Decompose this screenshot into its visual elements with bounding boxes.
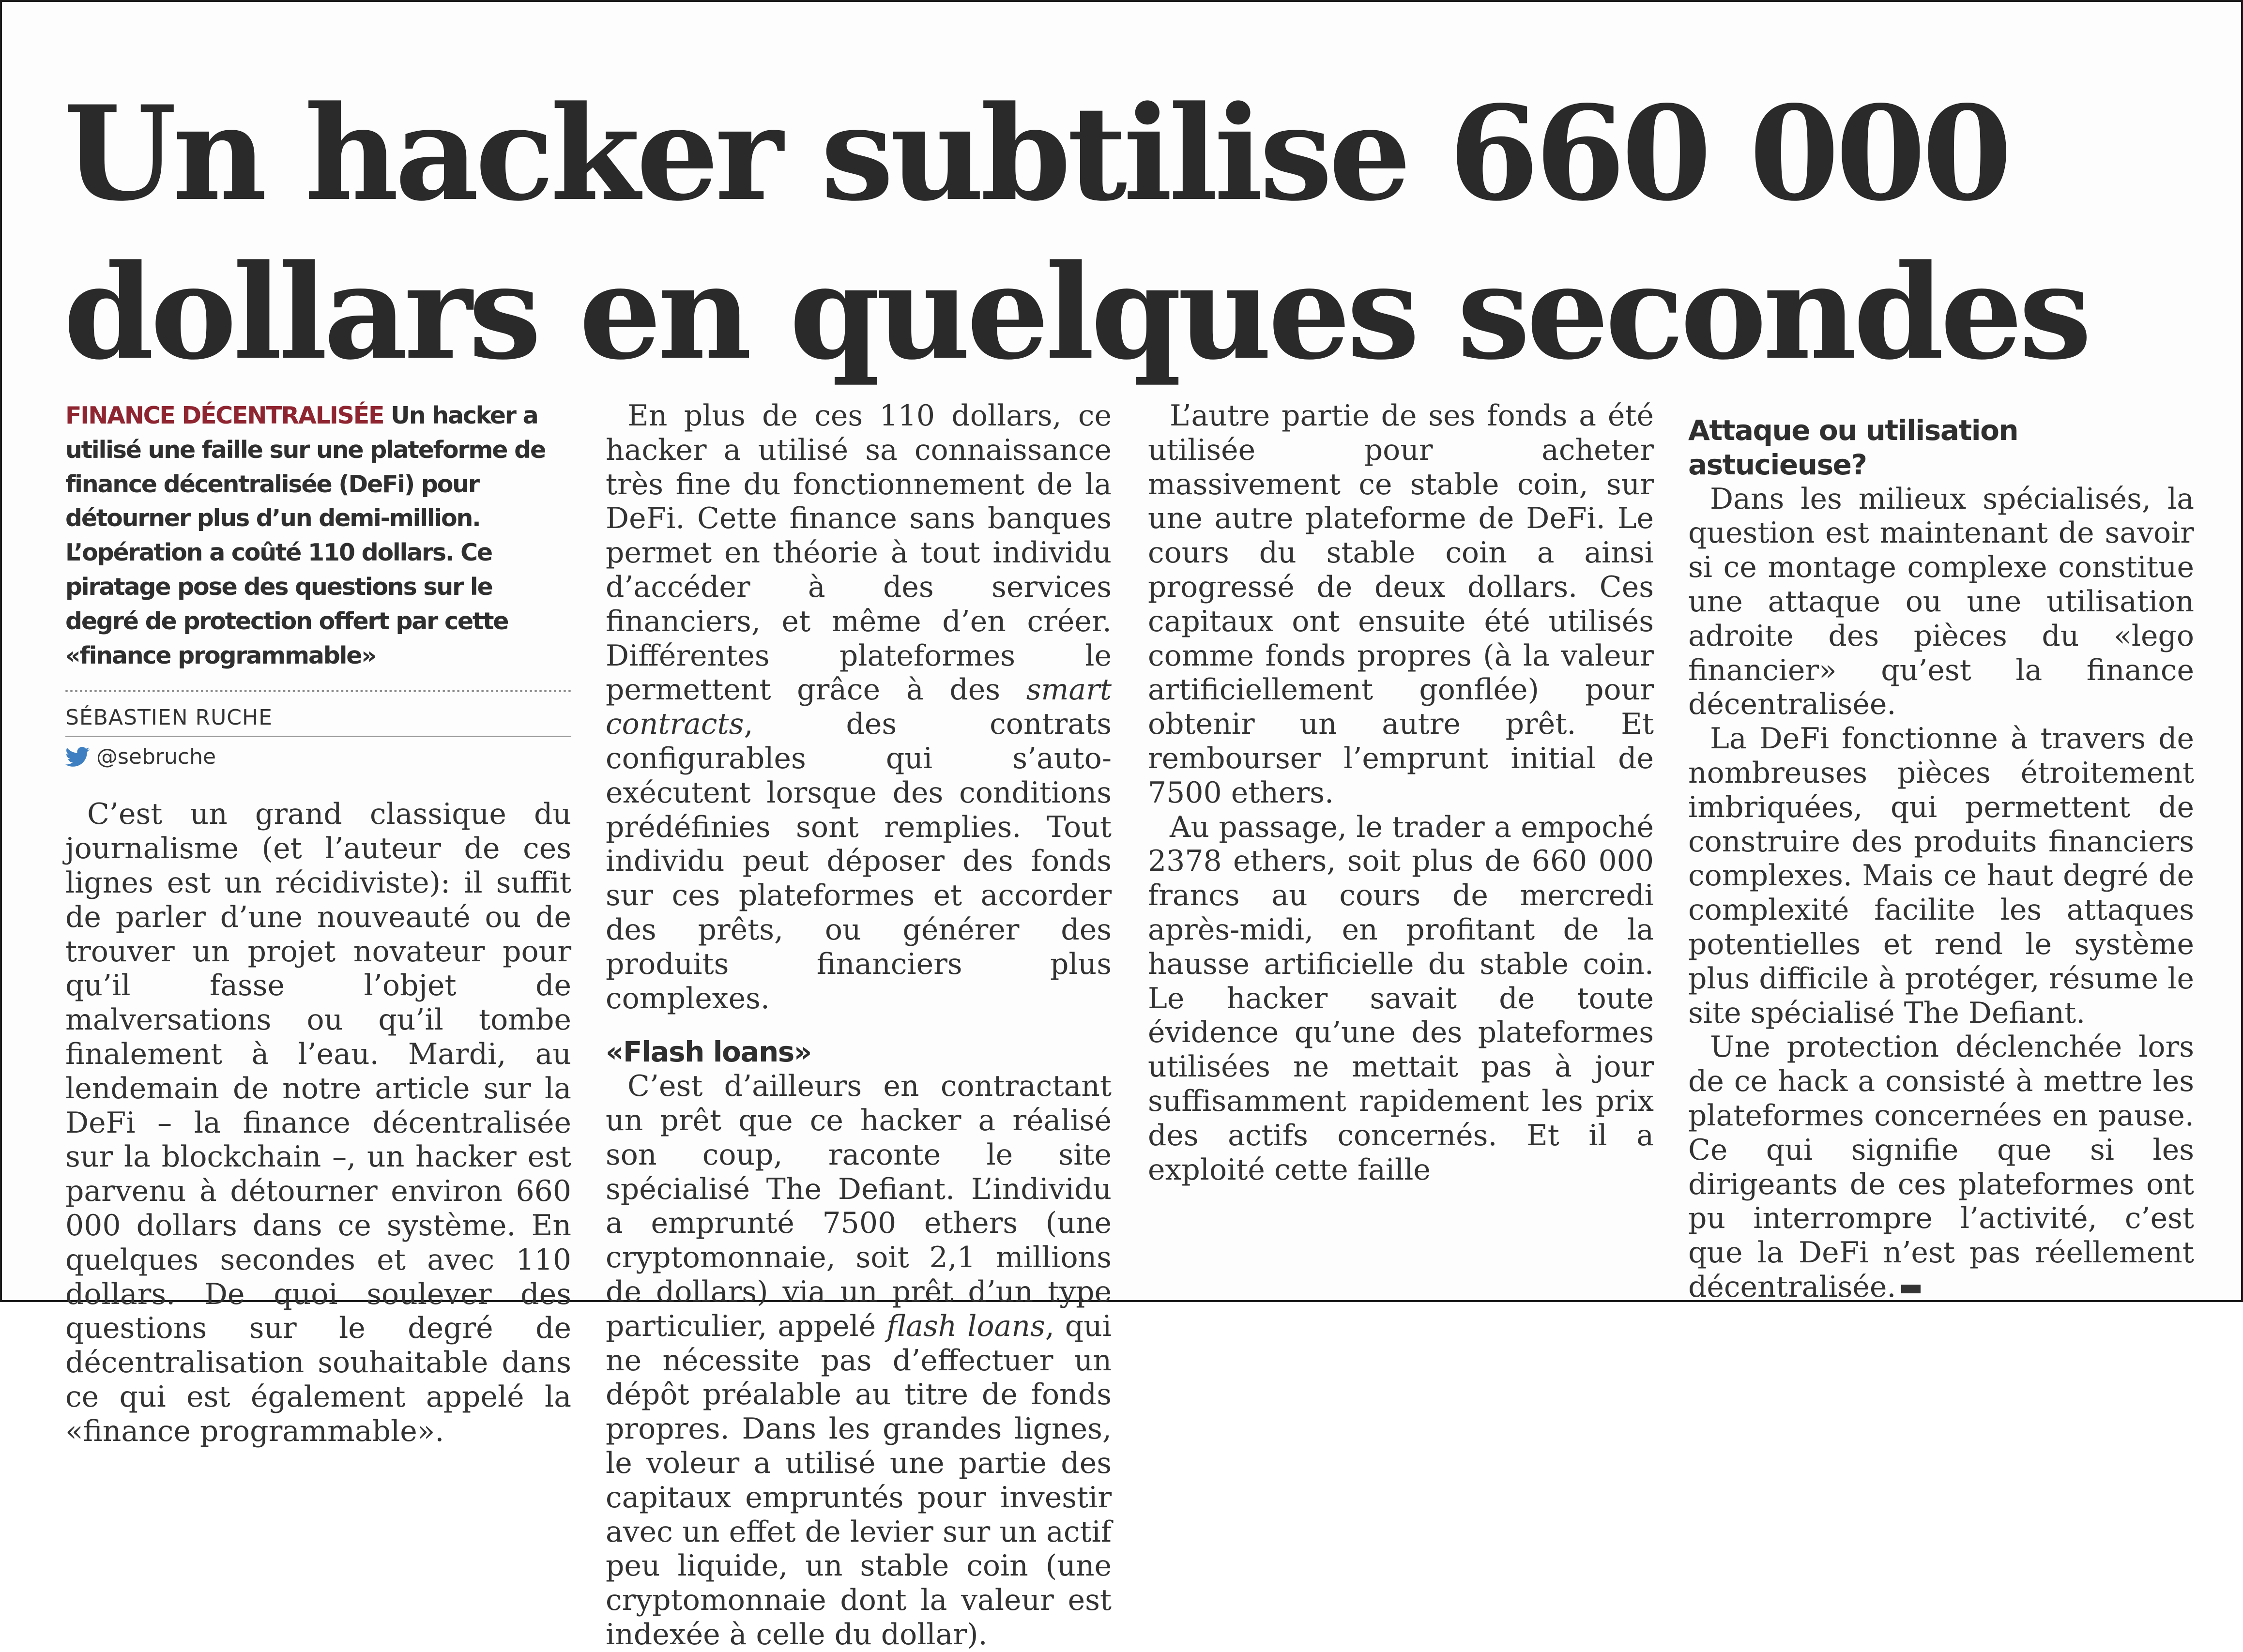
subheading-flash-loans: «Flash loans» <box>606 1035 811 1069</box>
body-paragraph-2-end: , des contrats configurables qui s’auto-exécutent lorsque des conditions prédéfinies sont remplies. Tout individu peut déposer des fonds sur ces plateformes et accorder des prêts, ou générer des produits financiers plus complexes. <box>606 707 1112 1015</box>
subheading-attaque: Attaque ou utilisation astucieuse? <box>1688 414 2018 481</box>
byline-divider <box>65 690 571 692</box>
lead-text: Un hacker a utilisé une faille sur une plateforme de finance décentralisée (DeFi) pour détourner plus d’un demi-million. L’opération a coûté 110 dollars. Ce piratage pose des questions sur le degré de protection offert par cette «finance programmable» <box>65 402 546 669</box>
body-paragraph-8-text: Une protection déclenchée lors de ce hack a consisté à mettre les plateformes concernées en pause. Ce qui signifie que si les dirigeants de ces plateformes ont pu interrompre l’activité, c’est que la DeFi n’est pas réellement décentralisée. <box>1688 1030 2194 1304</box>
twitter-handle: @sebruche <box>96 744 216 770</box>
body-paragraph-4: L’autre partie de ses fonds a été utilisée pour acheter massivement ce stable coin, sur une autre plateforme de DeFi. Le cours du stable coin a ainsi progressé de deux dollars. Ces capitaux ont ensuite été utilisés comme fonds propres (à la valeur artificiellement gonflée) pour obtenir un autre prêt. Et rembourser l’emprunt initial de 7500 ethers. <box>1148 399 1654 810</box>
body-paragraph-3 <box>606 1069 1112 1652</box>
column-1 <box>65 399 571 1449</box>
body-paragraph-6: Dans les milieux spécialisés, la question est maintenant de savoir si ce montage complexe constitue une attaque ou une utilisation adroite des pièces du «lego financier» qu’est la finance décentralisée. <box>1688 482 2194 722</box>
twitter-bird-icon <box>65 747 90 767</box>
end-of-article-mark <box>1901 1285 1921 1293</box>
lead-paragraph <box>65 399 571 673</box>
body-paragraph-8 <box>1688 1030 2194 1304</box>
author-name: SÉBASTIEN RUCHE <box>65 705 273 730</box>
body-paragraph-3-text: C’est d’ailleurs en contractant un prêt que ce hacker a réalisé son coup, raconte le site spécialisé The Defiant. L’individu a emprunté 7500 ethers (une cryptomonnaie, soit 2,1 millions de dollars) via un prêt d’un type particulier, appelé <box>606 1069 1112 1343</box>
body-paragraph-7: La DeFi fonctionne à travers de nombreuses pièces étroitement imbriquées, qui permettent de construire des produits financiers complexes. Mais ce haut degré de complexité facilite les attaques potentielles et rend le système plus difficile à protéger, résume le site spécialisé The Defiant. <box>1688 722 2194 1030</box>
author-rule <box>65 736 571 737</box>
section-kicker: FINANCE DÉCENTRALISÉE <box>65 402 384 429</box>
body-paragraph-5: Au passage, le trader a empoché 2378 ethers, soit plus de 660 000 francs au cours de mercredi après-midi, en profitant de la hausse artificielle du stable coin. Le hacker savait de toute évidence qu’une des plateformes utilisées ne mettait pas à jour suffisamment rapidement les prix des actifs concernés. Et il a exploité cette faille <box>1148 810 1654 1187</box>
body-paragraph-1: C’est un grand classique du journalisme (et l’auteur de ces lignes est un récidiviste): il suffit de parler d’une nouveauté ou de trouver un projet novateur pour qu’il fasse l’objet de malversations ou qu’il tombe finalement à l’eau. Mardi, au lendemain de notre article sur la DeFi – la finance décentralisée sur la blockchain –, un hacker est parvenu à détourner environ 660 000 dollars dans ce système. En quelques secondes et avec 110 dollars. De quoi soulever des questions sur le degré de décentralisation souhaitable dans ce qui est également appelé la «finance programmable». <box>65 797 571 1448</box>
smart-contracts-term: smart contracts <box>606 673 1112 742</box>
body-paragraph-2-text: En plus de ces 110 dollars, ce hacker a utilisé sa connaissance très fine du fonctionnement de la DeFi. Cette finance sans banques permet en théorie à tout individu d’accéder à des services financiers, et même d’en créer. Différentes plateformes le permettent grâce à des <box>606 399 1112 707</box>
body-paragraph-2 <box>606 399 1112 1015</box>
twitter-byline[interactable] <box>65 742 571 772</box>
body-paragraph-3-end: , qui ne nécessite pas d’effectuer un dépôt préalable au titre de fonds propres. Dans les grandes lignes, le voleur a utilisé une partie des capitaux empruntés pour investir avec un effet de levier sur un actif peu liquide, un stable coin (une cryptomonnaie dont la valeur est indexée à celle du dollar). <box>606 1309 1112 1652</box>
column-3 <box>1148 399 1654 1187</box>
column-2 <box>606 399 1112 1652</box>
headline: Un hacker subtilise 660 000 dollars en quelques secondes <box>63 77 2088 389</box>
column-4 <box>1688 399 2194 1304</box>
flash-loans-term: flash loans <box>886 1309 1045 1343</box>
